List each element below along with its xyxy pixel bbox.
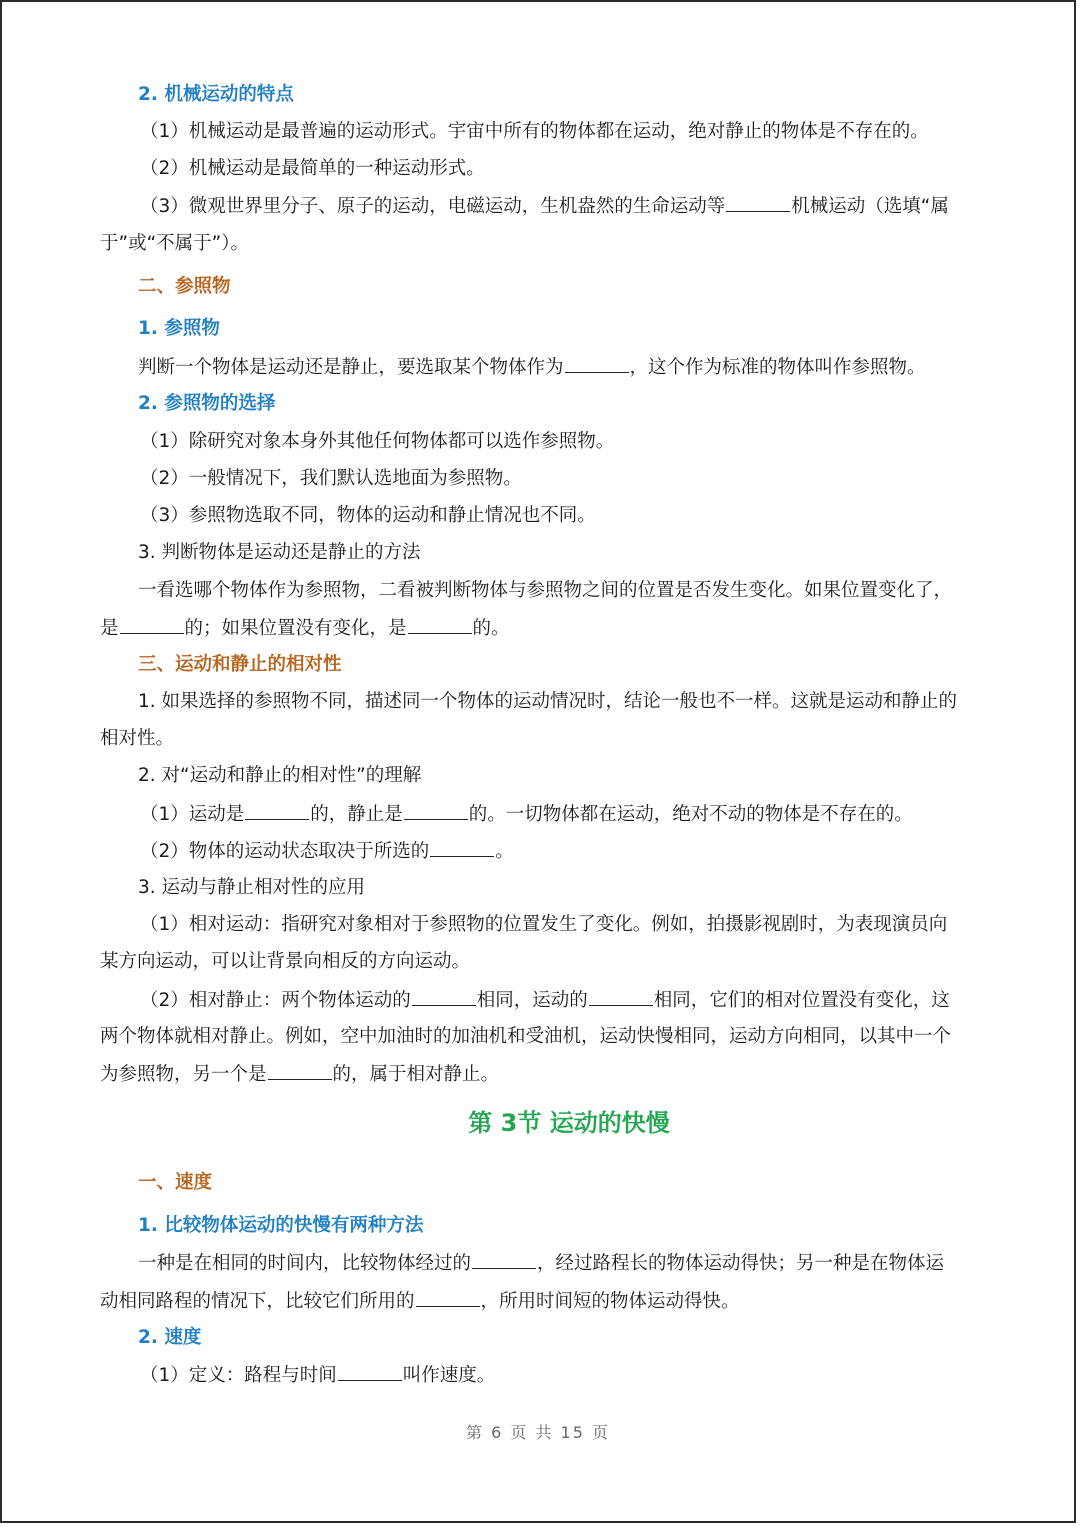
text: 的。	[472, 618, 510, 639]
text: 的，静止是	[310, 804, 403, 825]
page-number: 第 6 页 共 15 页	[466, 1423, 610, 1442]
fill-blank[interactable]	[472, 1250, 536, 1269]
fill-blank[interactable]	[430, 838, 494, 857]
heading-reference-1: 1. 参照物	[138, 318, 220, 339]
section-title: 第 3节 运动的快慢	[468, 1109, 670, 1137]
text: （2）相对静止：两个物体运动的	[140, 990, 411, 1011]
text: （1）定义：路程与时间	[140, 1365, 337, 1386]
fill-blank[interactable]	[245, 801, 309, 820]
text: 机械运动（选填“属	[791, 196, 949, 217]
relative-rest-cont: 两个物体就相对静止。例如，空中加油时的加油机和受油机，运动快慢相同，运动方向相同，以其中一个	[100, 1026, 952, 1047]
judge-method-p1: 一看选哪个物体作为参照物，二看被判断物体与参照物之间的位置是否发生变化。如果位置变化了，	[138, 580, 953, 601]
motion-feature-3-cont: 于”或“不属于”）。	[100, 233, 250, 254]
fill-blank[interactable]	[338, 1362, 402, 1381]
fill-blank[interactable]	[565, 354, 629, 373]
text: 的。一切物体都在运动，绝对不动的物体是不存在的。	[468, 804, 913, 825]
text: 动相同路程的情况下，比较它们所用的	[100, 1291, 415, 1312]
reference-definition	[138, 354, 926, 381]
motion-feature-1: （1）机械运动是最普遍的运动形式。宇宙中所有的物体都在运动，绝对静止的物体是不存在的。	[140, 121, 929, 142]
text: 。	[495, 841, 514, 862]
fill-blank[interactable]	[404, 801, 468, 820]
relative-motion-cont: 某方向运动，可以让背景向相反的方向运动。	[100, 951, 471, 972]
fill-blank[interactable]	[416, 1288, 480, 1307]
text: ，经过路程长的物体运动得快；另一种是在物体运	[537, 1253, 945, 1274]
relativity-p1: 1. 如果选择的参照物不同，描述同一个物体的运动情况时，结论一般也不一样。这就是运动和静止的	[138, 691, 958, 712]
relativity-understanding-1	[140, 801, 913, 828]
heading-motion-features: 2. 机械运动的特点	[138, 84, 294, 105]
relative-rest-cont-2	[100, 1061, 499, 1088]
relative-rest	[140, 987, 950, 1014]
fill-blank[interactable]	[268, 1061, 332, 1080]
reference-choice-3: （3）参照物选取不同，物体的运动和静止情况也不同。	[140, 505, 596, 526]
heading-relativity-application: 3. 运动与静止相对性的应用	[138, 877, 366, 898]
text: 是	[100, 618, 119, 639]
reference-choice-1: （1）除研究对象本身外其他任何物体都可以选作参照物。	[140, 431, 615, 452]
heading-compare-speed: 1. 比较物体运动的快慢有两种方法	[138, 1215, 424, 1236]
heading-reference: 二、参照物	[138, 276, 231, 297]
text: （3）微观世界里分子、原子的运动，电磁运动，生机盎然的生命运动等	[140, 196, 726, 217]
fill-blank[interactable]	[412, 987, 476, 1006]
relativity-p1-cont: 相对性。	[100, 728, 175, 749]
motion-feature-2: （2）机械运动是最简单的一种运动形式。	[140, 158, 485, 179]
text: 为参照物，另一个是	[100, 1064, 267, 1085]
text: （2）物体的运动状态取决于所选的	[140, 841, 430, 862]
judge-method-p2	[100, 615, 510, 642]
text: 的，属于相对静止。	[332, 1064, 500, 1085]
heading-relativity: 三、运动和静止的相对性	[138, 654, 342, 675]
text: ，这个作为标准的物体叫作参照物。	[629, 357, 926, 378]
motion-feature-3	[140, 193, 949, 220]
fill-blank[interactable]	[726, 193, 790, 212]
heading-judge-method: 3. 判断物体是运动还是静止的方法	[138, 542, 421, 563]
speed-definition	[140, 1362, 495, 1389]
fill-blank[interactable]	[120, 615, 184, 634]
fill-blank[interactable]	[408, 615, 472, 634]
heading-relativity-understanding: 2. 对“运动和静止的相对性”的理解	[138, 765, 422, 786]
text: 判断一个物体是运动还是静止，要选取某个物体作为	[138, 357, 564, 378]
heading-speed: 一、速度	[138, 1172, 213, 1193]
text: 叫作速度。	[402, 1365, 496, 1386]
heading-reference-choice: 2. 参照物的选择	[138, 393, 276, 414]
heading-speed-definition: 2. 速度	[138, 1327, 202, 1348]
text: ，所用时间短的物体运动得快。	[480, 1291, 740, 1312]
reference-choice-2: （2）一般情况下，我们默认选地面为参照物。	[140, 468, 522, 489]
relative-motion: （1）相对运动：指研究对象相对于参照物的位置发生了变化。例如，拍摄影视剧时，为表现演员向	[140, 914, 948, 935]
text: 的；如果位置没有变化，是	[184, 618, 407, 639]
compare-speed-p1	[138, 1250, 944, 1277]
text: 相同，运动的	[476, 990, 588, 1011]
fill-blank[interactable]	[589, 987, 653, 1006]
text: （1）运动是	[140, 804, 245, 825]
compare-speed-p2	[100, 1288, 740, 1315]
relativity-understanding-2	[140, 838, 514, 865]
text: 一种是在相同的时间内，比较物体经过的	[138, 1253, 472, 1274]
text: 相同，它们的相对位置没有变化，这	[653, 990, 950, 1011]
